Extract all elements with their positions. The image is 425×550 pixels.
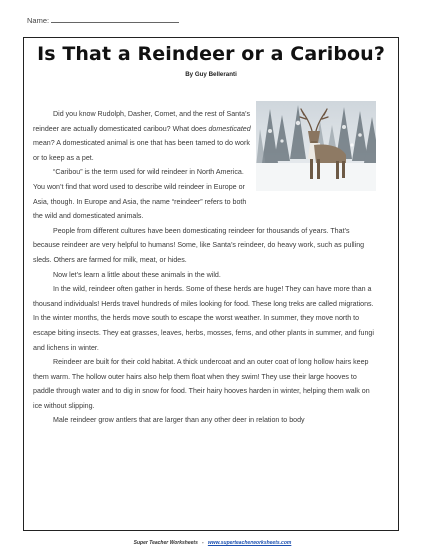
name-label: Name: bbox=[27, 16, 50, 25]
paragraph-4: Now let’s learn a little about these animals in the wild. bbox=[53, 270, 221, 279]
footer-site-name: Super Teacher Worksheets bbox=[133, 540, 198, 546]
worksheet-title: Is That a Reindeer or a Caribou? bbox=[37, 43, 385, 65]
author-byline: By Guy Belleranti bbox=[185, 71, 237, 78]
worksheet-frame bbox=[23, 37, 399, 531]
emphasis-word: domesticated bbox=[208, 124, 251, 133]
paragraph-2: “Caribou” is the term used for wild reindeer in North America. You won’t find that word used to describe wild reindeer in Europe or Asia, though. In Europe and Asia, the name “reindeer” refers to both the wild and domesticated animals. bbox=[33, 168, 247, 221]
paragraph-5: In the wild, reindeer often gather in herds. Some of these herds are huge! They can have more than a thousand individuals! Herds travel hundreds of miles looking for food. These long treks are called migrations. In the winter months, the herds move south to escape the worst weather. In summer, they move north to escape biting insects. They eat grasses, leaves, herbs, mosses, ferns, and other plants in summer, and fungi and lichens in winter. bbox=[33, 285, 374, 352]
paragraph-1: Did you know Rudolph, Dasher, Comet, and the rest of Santa’s reindeer are actually domesticated caribou? What does domesticated mean? A domesticated animal is one that has been tamed to do work or to keep as a pet. bbox=[33, 110, 251, 162]
name-blank-line[interactable] bbox=[51, 16, 179, 23]
footer-separator: - bbox=[202, 540, 204, 546]
name-field[interactable] bbox=[27, 16, 179, 25]
paragraph-7: Male reindeer grow antlers that are larger than any other deer in relation to body bbox=[53, 416, 305, 425]
footer-url-link[interactable]: www.superteacherworksheets.com bbox=[207, 540, 292, 546]
story-text bbox=[33, 99, 376, 428]
footer bbox=[0, 540, 425, 546]
paragraph-3: People from different cultures have been domesticating reindeer for thousands of years. That’s because reindeer are very helpful to humans! Some, like Santa’s reindeer, do heavy work, such as pulling sleds. Others are farmed for milk, meat, or hides. bbox=[33, 226, 365, 264]
paragraph-6: Reindeer are built for their cold habitat. A thick undercoat and an outer coat of long hollow hairs keep them warm. The hollow outer hairs also help them float when they swim! They use their large hooves to paddle through water and to dig in snow for food. Their hairy hooves harden in winter, helping them walk on ice without slipping. bbox=[33, 358, 370, 410]
